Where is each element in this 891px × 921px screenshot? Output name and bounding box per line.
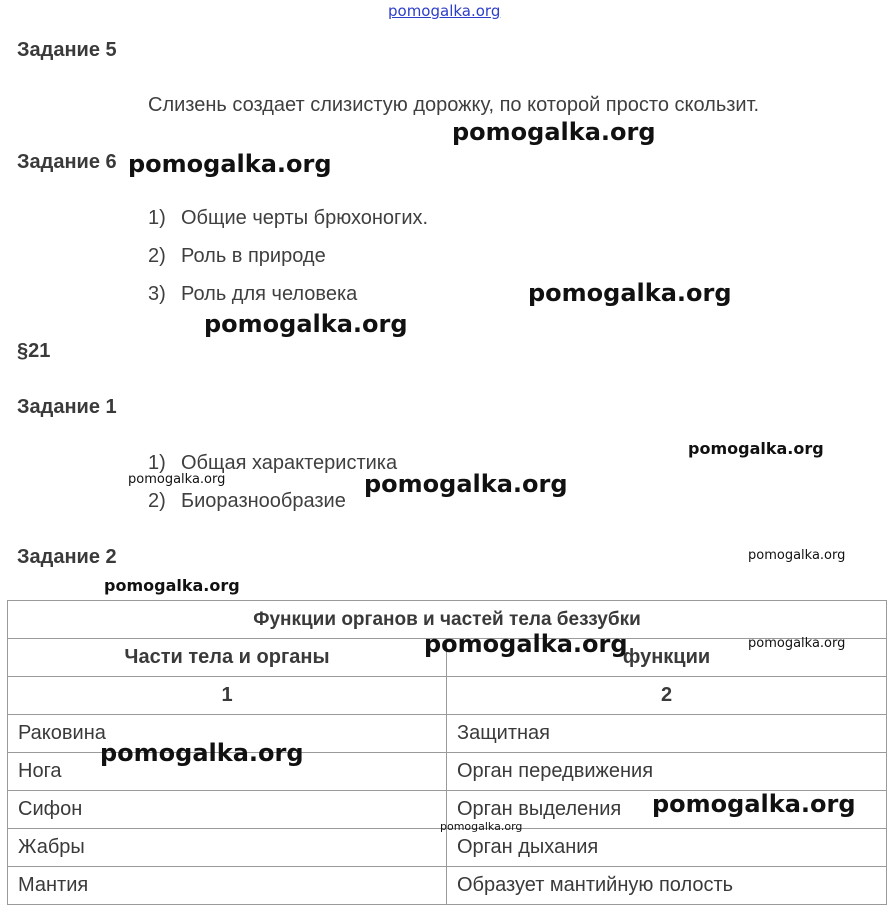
task2-heading: Задание 2 <box>17 546 117 568</box>
list-item <box>148 490 346 513</box>
site-link[interactable]: pomogalka.org <box>388 2 501 20</box>
watermark: pomogalka.org <box>652 790 856 818</box>
watermark: pomogalka.org <box>748 636 846 651</box>
list-number: 2) <box>148 245 166 267</box>
function-cell: Орган выделения <box>447 791 887 829</box>
table-row <box>8 867 887 905</box>
column-header-parts: Части тела и органы <box>8 639 447 677</box>
task6-heading: Задание 6 <box>17 151 117 173</box>
watermark: pomogalka.org <box>100 739 304 767</box>
watermark: pomogalka.org <box>364 470 568 498</box>
watermark: pomogalka.org <box>528 279 732 307</box>
column-header-functions: функции <box>447 639 887 677</box>
function-cell: Защитная <box>447 715 887 753</box>
list-item <box>148 245 326 268</box>
list-text: Роль для человека <box>181 283 358 305</box>
task5-text: Слизень создает слизистую дорожку, по которой просто скользит. <box>148 94 760 116</box>
list-text: Роль в природе <box>181 245 326 267</box>
watermark: pomogalka.org <box>688 439 824 458</box>
part-cell: Нога <box>8 753 447 791</box>
watermark: pomogalka.org <box>128 150 332 178</box>
list-text: Биоразнообразие <box>181 490 346 512</box>
watermark: pomogalka.org <box>128 472 226 487</box>
list-number: 1) <box>148 452 166 474</box>
list-item <box>148 283 357 306</box>
part-cell: Сифон <box>8 791 447 829</box>
list-text: Общая характеристика <box>181 452 398 474</box>
task1-heading: Задание 1 <box>17 396 117 418</box>
watermark: pomogalka.org <box>424 630 628 658</box>
function-cell: Образует мантийную полость <box>447 867 887 905</box>
table-row <box>8 829 887 867</box>
list-number: 3) <box>148 283 166 305</box>
watermark: pomogalka.org <box>440 820 523 833</box>
function-cell: Орган дыхания <box>447 829 887 867</box>
watermark: pomogalka.org <box>748 548 846 563</box>
watermark: pomogalka.org <box>452 118 656 146</box>
table-number-row <box>8 677 887 715</box>
part-cell: Жабры <box>8 829 447 867</box>
section-heading: §21 <box>17 340 51 362</box>
table-title: Функции органов и частей тела беззубки <box>8 601 887 639</box>
watermark: pomogalka.org <box>204 310 408 338</box>
watermark: pomogalka.org <box>104 576 240 595</box>
column-number: 1 <box>8 677 447 715</box>
function-cell: Орган передвижения <box>447 753 887 791</box>
list-item <box>148 207 428 230</box>
list-number: 2) <box>148 490 166 512</box>
task5-heading: Задание 5 <box>17 39 117 61</box>
column-number: 2 <box>447 677 887 715</box>
list-text: Общие черты брюхоногих. <box>181 207 429 229</box>
list-number: 1) <box>148 207 166 229</box>
part-cell: Мантия <box>8 867 447 905</box>
part-cell: Раковина <box>8 715 447 753</box>
